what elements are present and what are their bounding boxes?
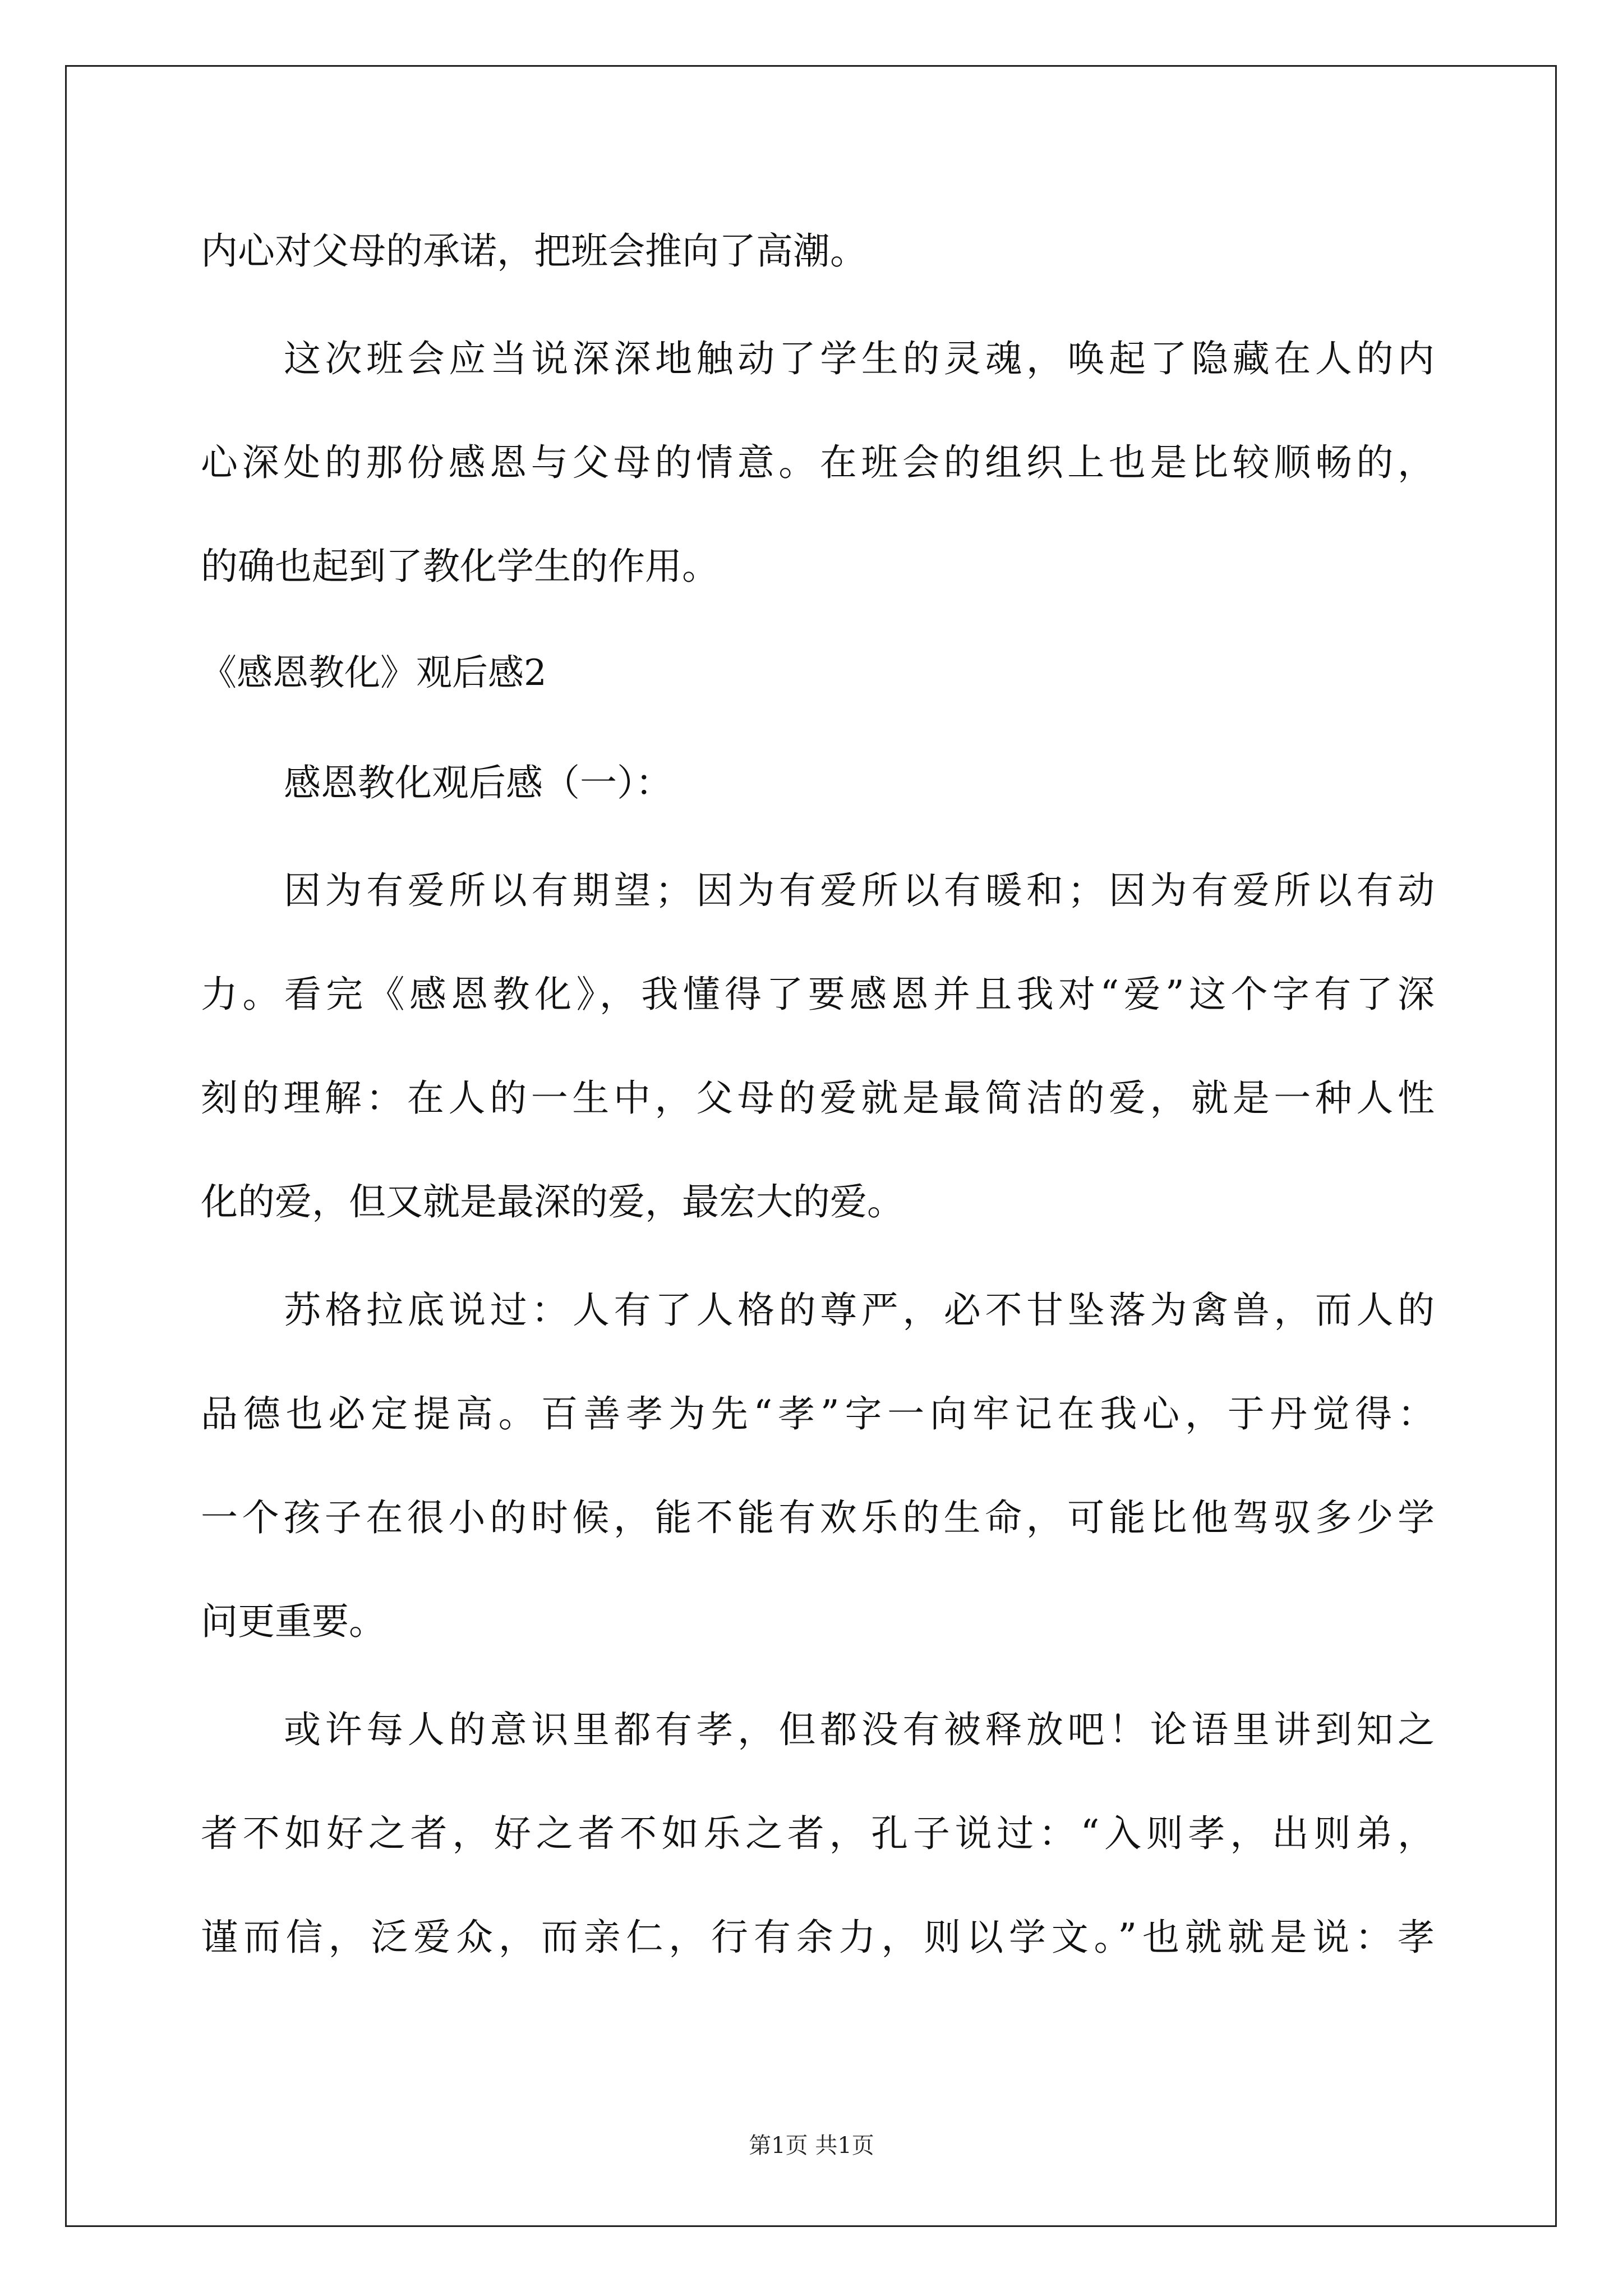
paragraph-line: 力。看完《感恩教化》，我懂得了要感恩并且我对“爱”这个字有了深 xyxy=(201,973,1435,1016)
section-heading: 《感恩教化》观后感2 xyxy=(201,652,547,694)
paragraph-line: 刻的理解：在人的一生中，父母的爱就是最简洁的爱，就是一种人性 xyxy=(201,1076,1435,1120)
paragraph-line: 或许每人的意识里都有孝，但都没有被释放吧！论语里讲到知之 xyxy=(284,1708,1435,1751)
paragraph-line: 品德也必定提高。百善孝为先“孝”字一向牢记在我心，于丹觉得： xyxy=(201,1392,1435,1435)
paragraph-line: 一个孩子在很小的时候，能不能有欢乐的生命，可能比他驾驭多少学 xyxy=(201,1496,1435,1539)
paragraph-line: 因为有爱所以有期望；因为有爱所以有暖和；因为有爱所以有动 xyxy=(284,869,1435,912)
paragraph-line: 内心对父母的承诺，把班会推向了高潮。 xyxy=(201,229,867,273)
page-number-footer: 第1页 共1页 xyxy=(749,2133,874,2159)
paragraph-line: 化的爱，但又就是最深的爱，最宏大的爱。 xyxy=(201,1180,904,1223)
subheading: 感恩教化观后感（一）： xyxy=(284,761,672,804)
paragraph-line: 者不如好之者，好之者不如乐之者，孔子说过：“入则孝，出则弟， xyxy=(201,1812,1435,1855)
paragraph-line: 苏格拉底说过：人有了人格的尊严，必不甘坠落为禽兽，而人的 xyxy=(284,1289,1435,1332)
paragraph-line: 问更重要。 xyxy=(201,1600,386,1643)
page-border xyxy=(65,65,1557,2227)
paragraph-line: 心深处的那份感恩与父母的情意。在班会的组织上也是比较顺畅的， xyxy=(201,441,1435,484)
paragraph-line: 这次班会应当说深深地触动了学生的灵魂，唤起了隐藏在人的内 xyxy=(284,337,1435,380)
paragraph-line: 的确也起到了教化学生的作用。 xyxy=(201,545,719,588)
paragraph-line: 谨而信，泛爱众，而亲仁，行有余力，则以学文。”也就就是说：孝 xyxy=(201,1916,1435,1959)
